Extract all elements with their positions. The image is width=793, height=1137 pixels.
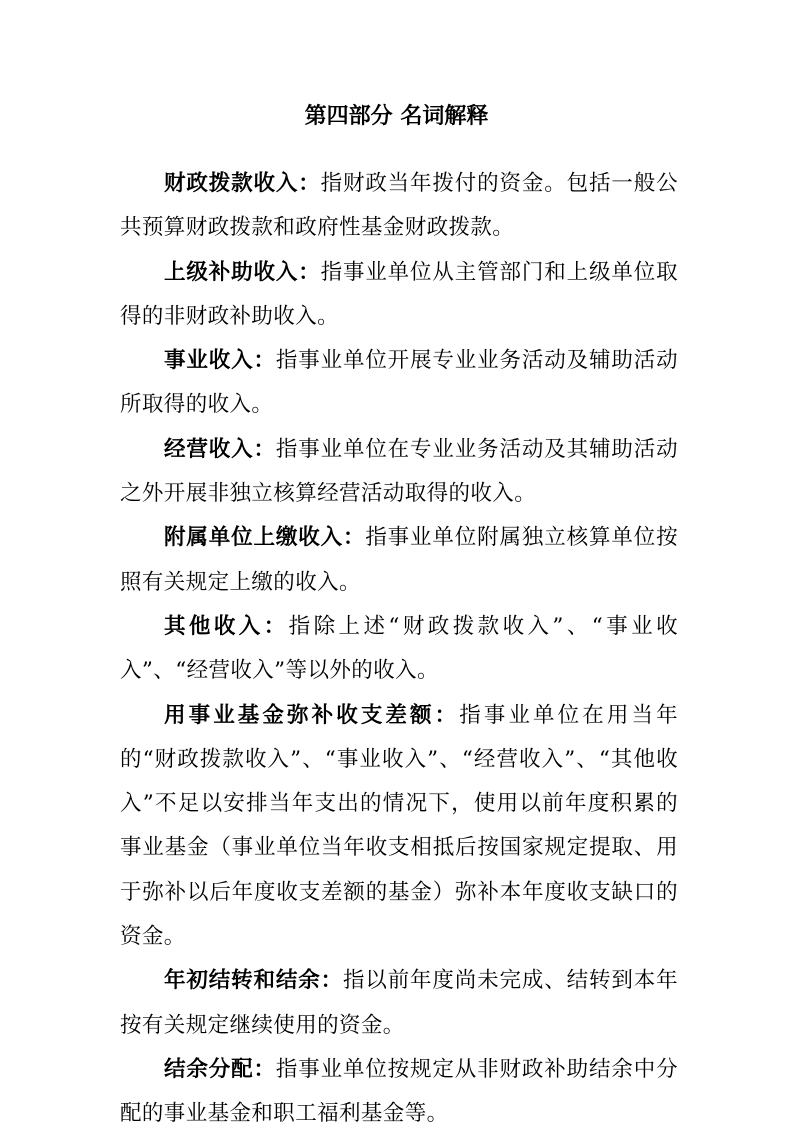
glossary-entry <box>120 959 678 1048</box>
glossary-term: 年初结转和结余： <box>164 968 343 994</box>
glossary-term: 附属单位上缴收入： <box>164 525 366 551</box>
glossary-definition: 指除上述“财政拨款收入”、“事业收入”、“经营收入”等以外的收入。 <box>120 613 678 684</box>
glossary-term: 财政拨款收入： <box>164 171 321 196</box>
glossary-entry <box>120 339 678 428</box>
glossary-term: 其他收入： <box>164 613 289 639</box>
glossary-definition: 指财政当年拨付的资金。包括一般公共预算财政拨款和政府性基金财政拨款。 <box>120 171 678 241</box>
glossary-entry <box>120 694 678 960</box>
glossary-term: 事业收入： <box>164 348 276 374</box>
glossary-definition: 指以前年度尚未完成、结转到本年按有关规定继续使用的资金。 <box>120 968 678 1038</box>
page-title: 第四部分 名词解释 <box>304 104 489 129</box>
glossary-entry <box>120 605 678 694</box>
glossary-term: 经营收入： <box>164 436 276 462</box>
glossary-body <box>120 162 678 1137</box>
glossary-definition: 指事业单位按规定从非财政补助结余中分配的事业基金和职工福利基金等。 <box>120 1056 678 1127</box>
glossary-term: 上级补助收入： <box>164 259 321 285</box>
glossary-entry <box>120 162 678 251</box>
glossary-definition: 指事业单位在用当年的“财政拨款收入”、“事业收入”、“经营收入”、“其他收入”不足以安排当年支出的情况下，使用以前年度积累的事业基金（事业单位当年收支相抵后按国家规定提取、用于弥补以后年度收支差额的基金）弥补本年度收支缺口的资金。 <box>120 702 678 950</box>
glossary-entry <box>120 516 678 605</box>
glossary-definition: 指事业单位在专业业务活动及其辅助活动之外开展非独立核算经营活动取得的收入。 <box>120 436 678 507</box>
glossary-definition: 指事业单位从主管部门和上级单位取得的非财政补助收入。 <box>120 259 678 329</box>
glossary-definition: 指事业单位附属独立核算单位按照有关规定上缴的收入。 <box>120 525 678 595</box>
glossary-entry <box>120 428 678 517</box>
glossary-term: 结余分配： <box>164 1056 276 1082</box>
glossary-definition: 指事业单位开展专业业务活动及辅助活动所取得的收入。 <box>120 348 678 418</box>
glossary-entry <box>120 251 678 340</box>
glossary-entry <box>120 1048 678 1137</box>
glossary-term: 用事业基金弥补收支差额： <box>164 702 460 728</box>
